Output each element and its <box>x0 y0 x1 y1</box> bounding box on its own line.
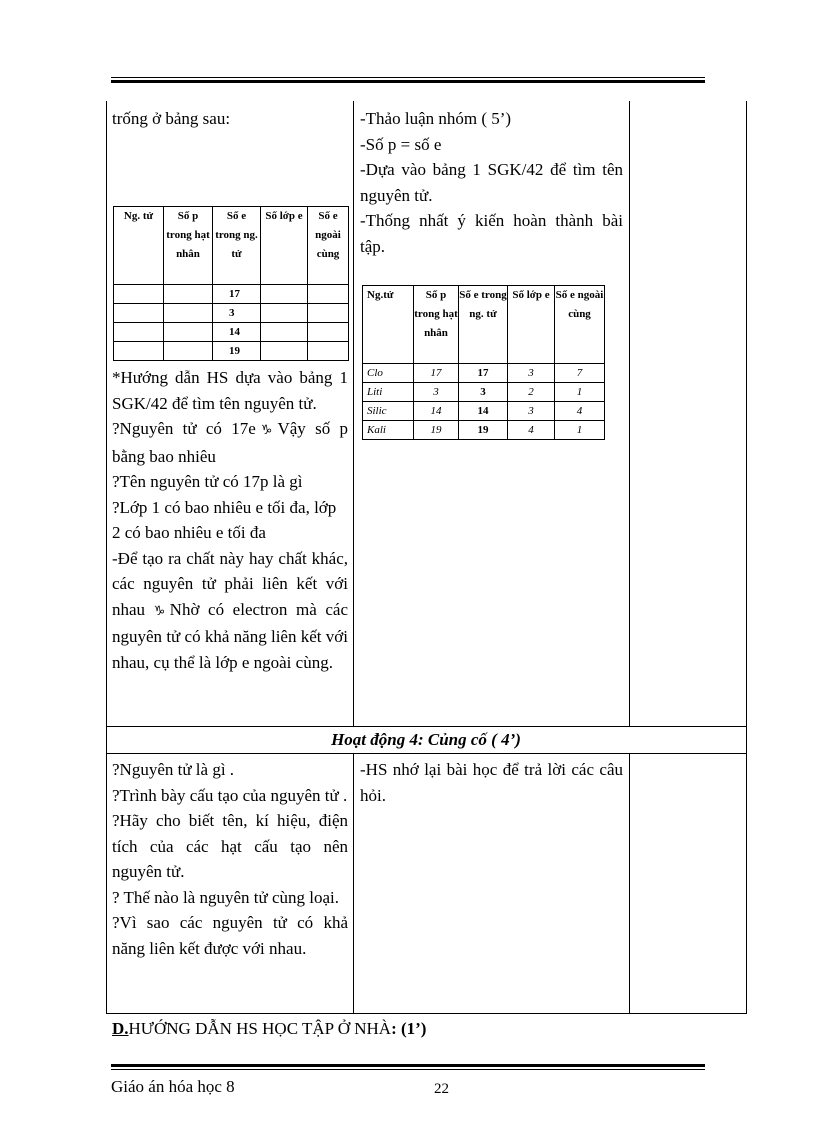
answer-cell: 3 <box>508 402 555 421</box>
middle-line: -Số p = số e <box>360 134 442 154</box>
answer-cell: 14 <box>414 402 459 421</box>
answer-row <box>363 402 605 421</box>
review-question: ?Hãy cho biết tên, kí hiệu, điện tích của các hạt cấu tạo nên nguyên tử. <box>112 811 348 881</box>
footer-rule-thin <box>111 1069 705 1070</box>
review-question: ?Nguyên tử là gì . <box>112 760 235 779</box>
exercise-header: Số p trong hạt nhân <box>164 207 213 285</box>
exercise-e-value: 3 <box>213 304 261 323</box>
answer-cell: Silic <box>363 402 414 421</box>
answer-cell: 17 <box>459 364 508 383</box>
answer-cell: 19 <box>414 421 459 440</box>
answer-cell: 2 <box>508 383 555 402</box>
exercise-table <box>113 206 349 361</box>
exercise-e-value: 17 <box>213 285 261 304</box>
answer-cell: 1 <box>555 421 605 440</box>
answer-cell: 7 <box>555 364 605 383</box>
answer-cell: 3 <box>508 364 555 383</box>
question-17e-followup: Vậy số p bằng bao nhiêu <box>112 419 348 466</box>
answer-row <box>363 383 605 402</box>
section-d-prefix: D. <box>112 1019 129 1038</box>
header-rule-thick <box>111 80 705 83</box>
bonding-text: -Để tạo ra chất này hay chất khác, các nguyên tử phải liên kết với nhau <box>112 548 348 619</box>
review-question: ?Trình bày cấu tạo của nguyên tử . <box>112 785 348 805</box>
section-d-suffix: : (1’) <box>391 1019 427 1038</box>
exercise-header: Số e ngoài cùng <box>308 207 349 285</box>
answer-cell: 19 <box>459 421 508 440</box>
activity4-questions <box>112 757 348 961</box>
question-layers: ?Lớp 1 có bao nhiêu e tối đa, lớp 2 có bao nhiêu e tối đa <box>112 497 337 542</box>
arrow-symbol-icon: ♑ <box>255 423 278 438</box>
answer-cell: Kali <box>363 421 414 440</box>
middle-line: -Thống nhất ý kiến hoàn thành bài tập. <box>360 211 623 256</box>
middle-line: -Thảo luận nhóm ( 5’) <box>360 109 512 128</box>
guidance-paragraph: *Hướng dẫn HS dựa vào bảng 1 SGK/42 để tìm tên nguyên tử. <box>112 368 348 413</box>
row-line-2 <box>106 753 747 754</box>
answer-header: Ng.tử <box>363 286 414 364</box>
table-divider-1-bottom <box>353 753 354 1014</box>
table-border-left <box>106 101 107 1014</box>
question-17e-text: ?Nguyên tử có 17e <box>112 419 256 438</box>
page-number: 22 <box>434 1081 449 1097</box>
answer-cell: Clo <box>363 364 414 383</box>
answer-cell: 3 <box>459 383 508 402</box>
answer-header: Số e trong ng. tử <box>459 286 508 364</box>
exercise-e-value: 14 <box>213 323 261 342</box>
answer-cell: Liti <box>363 383 414 402</box>
answer-cell: 1 <box>555 383 605 402</box>
footer-left: Giáo án hóa học 8 <box>111 1077 235 1096</box>
header-rule-thin <box>111 77 705 78</box>
row-line-bottom <box>106 1013 747 1014</box>
question-17e <box>112 416 348 469</box>
answer-cell: 4 <box>555 402 605 421</box>
exercise-header: Số lớp e <box>261 207 308 285</box>
activity4-answer: -HS nhớ lại bài học để trả lời các câu hỏi. <box>360 760 623 805</box>
answer-header: Số lớp e <box>508 286 555 364</box>
row-line-1 <box>106 726 747 727</box>
answer-cell: 17 <box>414 364 459 383</box>
activity4-title: Hoạt động 4: Củng cố ( 4’) <box>331 730 521 749</box>
footer-rule-thick <box>111 1064 705 1067</box>
section-d-title: HƯỚNG DẪN HS HỌC TẬP Ở NHÀ <box>128 1019 392 1038</box>
answer-table <box>362 285 605 440</box>
table-divider-1-top <box>353 101 354 726</box>
exercise-header: Số e trong ng. tử <box>213 207 261 285</box>
question-17p: ?Tên nguyên tử có 17p là gì <box>112 472 303 491</box>
left-guidance <box>112 365 348 675</box>
exercise-e-value: 19 <box>213 342 261 361</box>
section-d-heading <box>112 1017 426 1041</box>
review-question: ?Vì sao các nguyên tử có khả năng liên kết được với nhau. <box>112 913 348 958</box>
answer-cell: 4 <box>508 421 555 440</box>
answer-header: Số e ngoài cùng <box>555 286 605 364</box>
answer-cell: 14 <box>459 402 508 421</box>
table-border-right <box>746 101 747 1014</box>
bonding-conclusion: Nhờ có electron mà các nguyên tử có khả năng liên kết với nhau, cụ thể là lớp e ngoài cùng. <box>112 599 349 672</box>
middle-line: -Dựa vào bảng 1 SGK/42 để tìm tên nguyên tử. <box>360 160 623 205</box>
answer-row <box>363 364 605 383</box>
answer-row <box>363 421 605 440</box>
table-divider-2-bottom <box>629 753 630 1014</box>
review-question: ? Thế nào là nguyên tử cùng loại. <box>112 887 340 907</box>
bonding-paragraph <box>112 546 348 676</box>
left-intro: trống ở bảng sau: <box>112 109 231 128</box>
exercise-header: Ng. tử <box>114 207 164 285</box>
table-divider-2-top <box>629 101 630 726</box>
middle-activities <box>360 106 623 259</box>
arrow-symbol-icon: ♑ <box>153 603 170 619</box>
answer-cell: 3 <box>414 383 459 402</box>
answer-header: Số p trong hạt nhân <box>414 286 459 364</box>
